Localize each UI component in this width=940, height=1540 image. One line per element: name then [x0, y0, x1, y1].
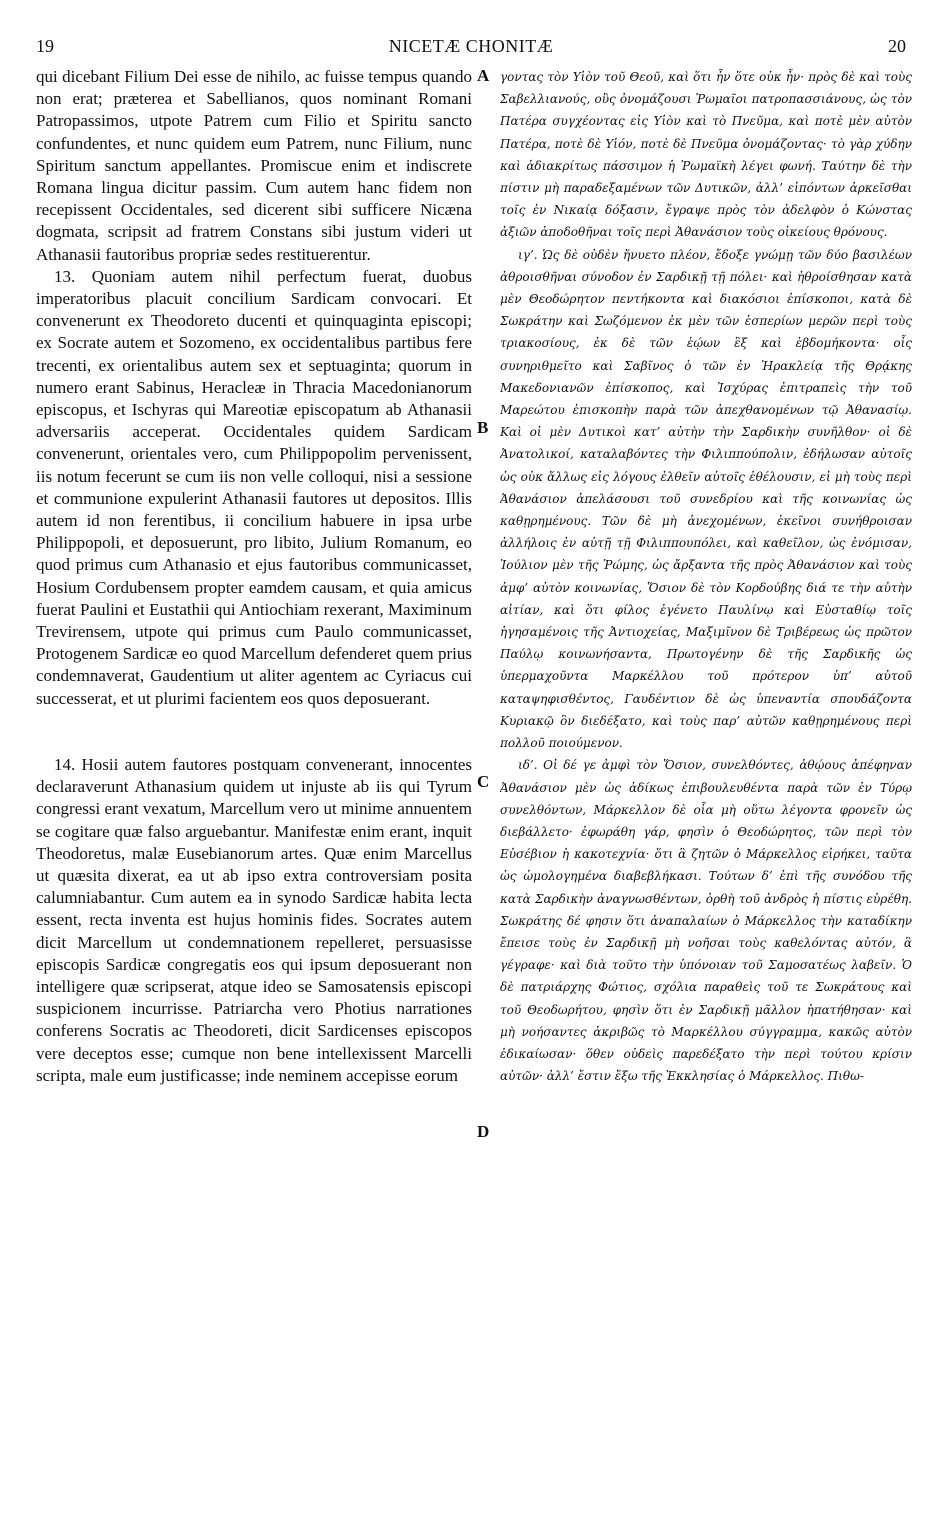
- margin-letter-d: D: [477, 1122, 490, 1141]
- greek-paragraph-14: ιδ’. Οἱ δέ γε ἀμφὶ τὸν Ὅσιον, συνελθόντες, ἀθῴους ἀπέφηναν Ἀθανάσιον μὲν ὡς ἀδίκως ἐπιβουλευθέντα παρὰ τῶν ἐν Τύρῳ συνελθόντων, Μάρκελλον δὲ οἷα μὴ οὕτω λέγοντα φρονεῖν ὡς διεβάλλετο· ἐφωράθη γάρ, φησὶν ὁ Θεοδώρητος, τῶν περὶ τὸν Εὐσέβιον ἡ κακοτεχνία· ὅτι ἃ ζητῶν ὁ Μάρκελλος εἰρήκει, ταῦτα ὡς ὡμολογημένα διαβεβλήκασι. Τούτων δ’ ἐπὶ τῆς συνόδου τῆς κατὰ Σαρδικὴν ἀναγνωσθέντων, ὀρθὴ τοῦ ἀνδρὸς ἡ πίστις εὑρέθη. Σωκράτης δέ φησιν ὅτι ἀναπαλαίων ὁ Μάρκελλος τὴν καταδίκην ἔπεισε τοὺς ἐν Σαρδικῇ μὴ νοῆσαι τοὺς καθελόντας αὐτόν, ἃ γέγραφε· καὶ διὰ τοῦτο τὴν ὑπόνοιαν τοῦ Σαμοσατέως λαβεῖν. Ὁ δὲ πατριάρχης Φώτιος, σχόλια παραθεὶς τοῦ τε Σωκράτους καὶ τοῦ Θεοδωρήτου, φησὶν ὅτι ἐν Σαρδικῇ μᾶλλον ἠπατήθησαν· καὶ μὴ νοήσαντες ἀκριβῶς τὸ Μαρκέλλου σύγγραμμα, κακῶς αὐτὸν ἐδικαίωσαν· ὅθεν οὐδεὶς παρεδέξατο τὴν περὶ τούτου κρίσιν αὐτῶν· ἀλλ’ ἔστιν ἔξω τῆς Ἐκκλησίας ὁ Μάρκελλος. Πιθω-: [500, 758, 912, 1084]
- greek-paragraph-13: ιγ’. Ὡς δὲ οὐδὲν ἤνυετο πλέον, ἔδοξε γνώμῃ τῶν δύο βασιλέων ἀθροισθῆναι σύνοδον ἐν Σαρδικῇ τῇ πόλει· καὶ ἠθροίσθησαν κατὰ μὲν Θεοδώρητον πεντήκοντα καὶ διακόσιοι ἐπίσκοποι, κατὰ δὲ Σωκράτην καὶ Σωζόμενον ἐκ μὲν τῶν ἑσπερίων μερῶν περὶ τοὺς τριακοσίους, ἐκ δὲ τῶν ἑῴων ἓξ καὶ ἑβδομήκοντα· οἷς συνηριθμεῖτο καὶ Σαβῖνος ὁ τῶν ἐν Ἡρακλείᾳ τῆς Θρᾴκης Μακεδονιανῶν ἐπίσκοπος, καὶ Ἰσχύρας ἐπιτραπεὶς τὴν τοῦ Μαρεώτου ἐπισκοπὴν παρὰ τῶν ἀπεχθανομένων τῷ Ἀθανασίῳ. Καὶ οἱ μὲν Δυτικοὶ κατ’ αὐτὴν τὴν Σαρδικὴν συνῆλθον· οἱ δὲ Ἀνατολικοί, καταλαβόντες τὴν Φιλιππούπολιν, ἐδήλωσαν αὐτοῖς ὡς οὐκ ἄλλως εἰς λόγους ἐλθεῖν αὐτοῖς ἐθέλουσιν, εἰ μὴ τοὺς περὶ Ἀθανάσιον ἀπελάσουσι τοῦ συνεδρίου καὶ τῆς κοινωνίας ὡς καθῃρημένους. Τῶν δὲ μὴ ἀνεχομένων, ἐκεῖνοι συνήθροισαν ἀλλήλοις ἐν αὐτῇ τῇ Φιλιππουπόλει, καὶ καθεῖλον, ὡς ἐνόμισαν, Ἰούλιον μὲν τῆς Ῥώμης, ὡς ἄρξαντα τῆς πρὸς Ἀθανάσιον καὶ τοὺς ἀμφ’ αὐτὸν κοινωνίας, Ὅσιον δὲ τὸν Κορδούβης διά τε τὴν αὐτὴν αἰτίαν, καὶ ὅτι φίλος ἐγένετο Παυλίνῳ καὶ Εὐσταθίῳ τοῖς ἡγησαμένοις τῆς Ἀντιοχείας, Μαξιμῖνον δὲ Τριβέρεως ὡς πρῶτον Παύλῳ κοινωνήσαντα, Πρωτογένην δὲ τῆς Σαρδικῆς ὡς ὑπερμαχοῦντα Μαρκέλλου τοῦ πρότερον ὑπ’ αὐτοῦ καταψηφισθέντος, Γαυδέντιον δὲ ὡς ὑπεναντία σπουδάζοντα Κυριακῷ ὃν διεδέξατο, καὶ τοὺς παρ’ αὐτῶν καθῃρημένους περὶ πολλοῦ ποιούμενον.: [500, 247, 912, 751]
- paragraph-gap: [36, 710, 472, 754]
- running-title: NICETÆ CHONITÆ: [388, 36, 554, 56]
- greek-column: [500, 66, 912, 1526]
- latin-paragraph-14: 14. Hosii autem fautores postquam convenerant, innocentes declaraverunt Athanasium quidem ut injuste ab iis qui Tyrum congressi erant vexatum, Marcellum vero ut minime annuentem se cogitare quæ falso arguebantur. Manifestæ enim erant, inquit Theodoretus, malæ Eusebianorum artes. Quæ enim Marcellus ut quæsita dixerat, ea ut ab ipso extra controversiam posita calumniabantur. Cum autem ea in synodo Sardicæ habita lecta essent, recta inventa est hujus hominis fides. Socrates autem dicit Marcellum ut condemnationem repelleret, persuasisse episcopis Sardicæ congregatis eos qui ipsum deposuerant non intelligere quæ scripserat, atque ideo se Samosatensis episcopi suspicionem incurrisse. Patriarcha vero Photius narrationes conferens Socratis ac Theodoreti, dicit Sardicenses episcopos vere deceptos esse; cumque non bene intellexissent Marcelli scripta, male eum justificasse; inde neminem accepisse eorum: [36, 754, 472, 1085]
- latin-column: [36, 66, 472, 1526]
- margin-letter-a: A: [477, 66, 490, 85]
- greek-paragraph-continuation: γοντας τὸν Υἱὸν τοῦ Θεοῦ, καὶ ὅτι ἦν ὅτε οὐκ ἦν· πρὸς δὲ καὶ τοὺς Σαβελλιανούς, οὓς ὀνομάζουσι Ῥωμαῖοι πατροπασσιάνους, ὡς τὸν Πατέρα συγχέοντας εἰς Υἱὸν καὶ τὸ Πνεῦμα, καὶ ποτὲ μὲν αὐτὸν Πατέρα, ποτὲ δὲ Υἱόν, ποτὲ δὲ Πνεῦμα ὀνομάζοντας· τὸ γὰρ χύδην καὶ ἀδιακρίτως πάσσιμον ἡ Ῥωμαϊκὴ λέγει φωνή. Ταύτην δὲ τὴν πίστιν μὴ παραδεξαμένων τῶν Δυτικῶν, ἀλλ’ εἰπόντων ἀρκεῖσθαι τοῖς ἐν Νικαίᾳ δόξασιν, ἔγραψε πρὸς τὸν ἀδελφὸν ὁ Κώνστας ἀξιῶν ἀποδοθῆναι τοῖς περὶ Ἀθανάσιον τοὺς οἰκείους θρόνους.: [500, 70, 912, 240]
- page-header: [36, 36, 906, 60]
- margin-letter-c: C: [477, 772, 490, 791]
- latin-paragraph-13: 13. Quoniam autem nihil perfectum fuerat, duobus imperatoribus placuit concilium Sardicam convocari. Et convenerunt ex Theodoreto ducenti et quinquaginta episcopi; ex Socrate autem et Sozomeno, ex occidentalibus partibus fere trecenti, ex orientalibus autem sex et septuaginta; quorum in numero erant Sabinus, Heracleæ in Thracia Macedonianorum episcopus, et Ischyras qui Mareotiæ episcopatum ab Athanasii adversariis acceperat. Occidentales quidem Sardicam convenerunt, orientales vero, cum Philippopolim pervenissent, iis notum fecerunt se cum iis non velle colloqui, nisi a sessione et communione expulerint Athanasii fautores ut depositos. Illis autem id non ferentibus, ii concilium habuere in ipsa urbe Philippopoli, et deposuerunt, pro libito, Julium Romanum, eo quod primus cum Athanasio et ejus fautoribus communicasset, Hosium Cordubensem propter eamdem causam, et quia amicus fuerat Paulini et Eustathii qui Antiochiam rexerant, Maximinum Trevirensem, utpote qui primus cum Paulo communicasset, Protogenem Sardicæ eo quod Marcellum defenderet quem prius condemnaverat, Gaudentium ut aliter agentem ac Cyriacus cui successerat, et ut plurimi facientem eos quos deposuerant.: [36, 266, 472, 708]
- latin-paragraph-continuation: qui dicebant Filium Dei esse de nihilo, ac fuisse tempus quando non erat; præterea et Sabellianos, quos nominant Romani Patropassimos, utpote Patrem cum Filio et Spiritu sancto confundentes, et nunc quidem eum Patrem, nunc Filium, nunc Spiritum sanctum appellantes. Promiscue enim et indiscrete Romana lingua dicitur passim. Cum autem hanc fidem non recepissent Occidentales, sed dicerent sibi sufficere Nicæna dogmata, scripsit ad fratrem Constans sibi justum videri ut Athanasii fautoribus propriæ sedes restituerentur.: [36, 67, 472, 264]
- margin-letter-b: B: [477, 418, 489, 437]
- left-page-number: 19: [36, 36, 54, 56]
- right-page-number: 20: [888, 36, 906, 56]
- margin-section-letters: [474, 0, 498, 1540]
